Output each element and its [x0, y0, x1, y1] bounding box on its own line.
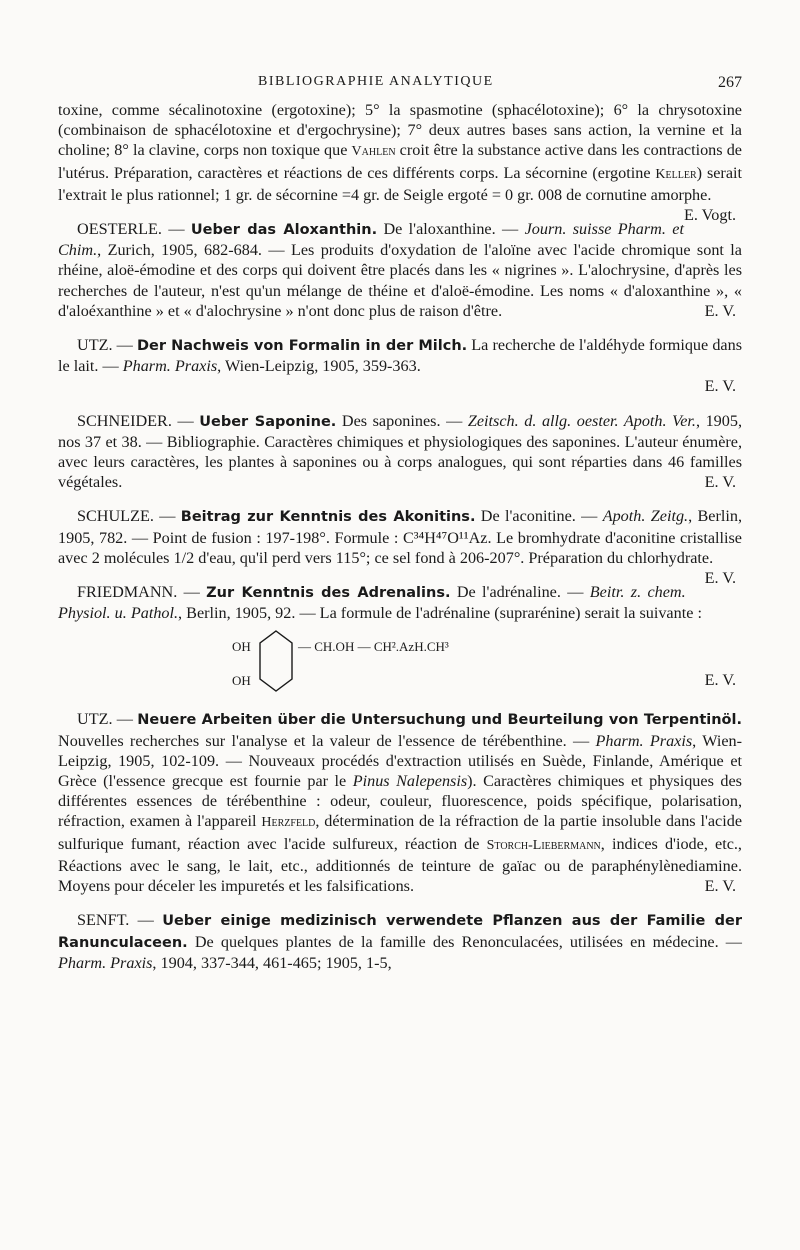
formula-oh-bottom: OH — [232, 673, 251, 689]
entry-journal: Journ. suisse Pharm. et Chim. — [58, 220, 684, 260]
cited-author-storch-liebermann: Storch-Liebermann — [486, 837, 601, 853]
entry-author: UTZ. — [77, 336, 113, 355]
bibliography-entry: FRIEDMANN. — Zur Kenntnis des Adrenalins. De l'adrénaline. — Beitr. z. chem. Physiol. u. Pathol., Berlin, 1905, 92. — La formule de l'adrénaline (suprarénine) serait la suivante : — [58, 583, 702, 623]
cited-author-vahlen: Vahlen — [351, 144, 396, 160]
entry-journal: Pharm. Praxis — [595, 731, 693, 750]
entry-author: FRIEDMANN. — [77, 583, 178, 602]
benzene-ring-icon — [256, 629, 296, 693]
page-header — [58, 74, 742, 94]
signature: E. V. — [704, 569, 736, 588]
cited-author-keller: Keller — [655, 166, 697, 182]
bibliography-entry: UTZ. — Der Nachweis von Formalin in der Milch. La recherche de l'aldéhyde formique dans le lait. — Pharm. Praxis, Wien-Leipzig, 1905, 359-363. E. V. — [58, 336, 743, 396]
entry-title: Zur Kenntnis des Adrenalins. — [206, 585, 451, 602]
signature: E. V. — [704, 473, 736, 492]
entry-journal: Pharm. Praxis — [122, 357, 218, 376]
entry-title: Ueber Saponine. — [199, 413, 337, 430]
species-name: Pinus Nalepensis — [352, 772, 468, 791]
signature: E. V. — [704, 877, 736, 896]
entry-journal: Pharm. Praxis — [58, 953, 153, 972]
entry-journal: Beitr. z. chem. Physiol. u. Pathol. — [58, 583, 686, 623]
entry-title: Neuere Arbeiten über die Untersuchung und Beurteilung von Terpentinöl. — [137, 712, 742, 729]
bibliography-entry: OESTERLE. — Ueber das Aloxanthin. De l'aloxanthine. — Journ. suisse Pharm. et Chim., Zurich, 1905, 682-684. — Les produits d'oxydation de l'aloïne avec l'acide chromique sont la rhéine, aloë-émodine et des corps qui doivent être placés dans les « nigrines ». L'alochrysine, d'après les recherches de l'auteur, n'est qu'un mélange de théine et d'aloë-émodine. Les noms « d'aloxanthine », « d'aloéxanthine » et « d'alochrysine » n'ont donc plus de raison d'être. E. V. — [58, 220, 742, 320]
signature: E. V. — [704, 301, 736, 320]
running-title: BIBLIOGRAPHIE ANALYTIQUE — [258, 74, 494, 89]
entry-title: Ueber einige medizinisch verwendete Pflanzen aus der Familie der Ranunculaceen. — [58, 913, 742, 951]
signature: E. V. — [704, 377, 736, 396]
entry-author: SCHULZE. — [77, 507, 154, 526]
entry-title: Beitrag zur Kenntnis des Akonitins. — [180, 509, 476, 526]
entry-author: OESTERLE. — [77, 220, 162, 239]
entry-author: UTZ. — [77, 710, 113, 729]
signature: E. V. — [704, 671, 736, 690]
formula-oh-top: OH — [232, 639, 251, 655]
page-number: 267 — [718, 74, 742, 91]
entry-title: Ueber das Aloxanthin. — [190, 222, 378, 239]
cited-author-herzfeld: Herzfeld — [261, 815, 316, 831]
bibliography-entry: SCHNEIDER. — Ueber Saponine. Des saponines. — Zeitsch. d. allg. oester. Apoth. Ver., 1905, nos 37 et 38. — Bibliographie. Caractères chimiques et physiologiques des saponines. L'auteur énumère, avec leurs caractères, les plantes à saponines ou à corps analogues, qui sont réparties dans 46 familles végétales. E. V. — [58, 411, 743, 492]
entry-author: SCHNEIDER. — [77, 411, 172, 430]
entry-author: SENFT. — [77, 911, 130, 930]
entry-journal: Zeitsch. d. allg. oester. Apoth. Ver. — [467, 411, 696, 430]
signature: E. Vogt. — [683, 206, 736, 225]
adrenaline-formula — [58, 629, 742, 695]
page-body — [58, 100, 742, 973]
entry-journal: Apoth. Zeitg. — [602, 507, 689, 526]
bibliography-entry: SENFT. — Ueber einige medizinisch verwendete Pflanzen aus der Familie der Ranunculaceen. De quelques plantes de la famille des Renonculacées, utilisées en médecine. — Pharm. Praxis, 1904, 337-344, 461-465; 1905, 1-5, — [58, 911, 742, 972]
bibliography-entry: UTZ. — Neuere Arbeiten über die Untersuchung und Beurteilung von Terpentinöl. Nouvelles recherches sur l'analyse et la valeur de l'essence de térébenthine. — Pharm. Praxis, Wien-Leipzig, 1905, 102-109. — Nouveaux procédés d'extraction utilisés en Suède, Finlande, Amérique et Grèce (l'essence grecque est fournie par le Pinus Nalepensis). Caractères chimiques et physiques des différentes essences de térébenthine : odeur, couleur, fluorescence, poids spécifique, polarisation, réfraction, examen à l'appareil Herzfeld, détermination de la réfraction de la partie insoluble dans l'acide sulfurique fumant, réaction avec l'acide sulfureux, réaction de Storch-Liebermann, indices d'iode, etc., Réactions avec le sang, le lait, etc., additionnés de teinture de gaïac ou de paraphénylènediamine. Moyens pour déceler les impuretés et les falsifications. E. V. — [58, 710, 743, 896]
continuation-paragraph: toxine, comme sécalinotoxine (ergotoxine); 5° la spasmotine (sphacélotoxine); 6° la chrysotoxine (combinaison de sphacélotoxine et d'ergochrysine); 7° deux autres bases sans action, la vernine et la choline; 8° la clavine, corps non toxique que Vahlen croit être la substance active dans les contractions de l'utérus. Préparation, caractères et réactions de ces différents corps. La sécornine (ergotine Keller) serait l'extrait le plus rationnel; 1 gr. de sécornine =4 gr. de Seigle ergoté = 0 gr. 008 de cornutine amorphe. E. Vogt. — [58, 101, 742, 225]
entry-title: Der Nachweis von Formalin in der Milch. — [136, 338, 468, 355]
bibliography-entry: SCHULZE. — Beitrag zur Kenntnis des Akonitins. De l'aconitine. — Apoth. Zeitg., Berlin, 1905, 782. — Point de fusion : 197-198°. Formule : C³⁴H⁴⁷O¹¹Az. Le bromhydrate d'aconitine cristallise avec 2 molécules 1/2 d'eau, qu'il perd vers 115°; ce sel fond à 206-207°. Préparation du chlorhydrate. E. V. — [58, 507, 742, 588]
formula-side-chain: — CH.OH — CH².AzH.CH³ — [298, 639, 449, 655]
